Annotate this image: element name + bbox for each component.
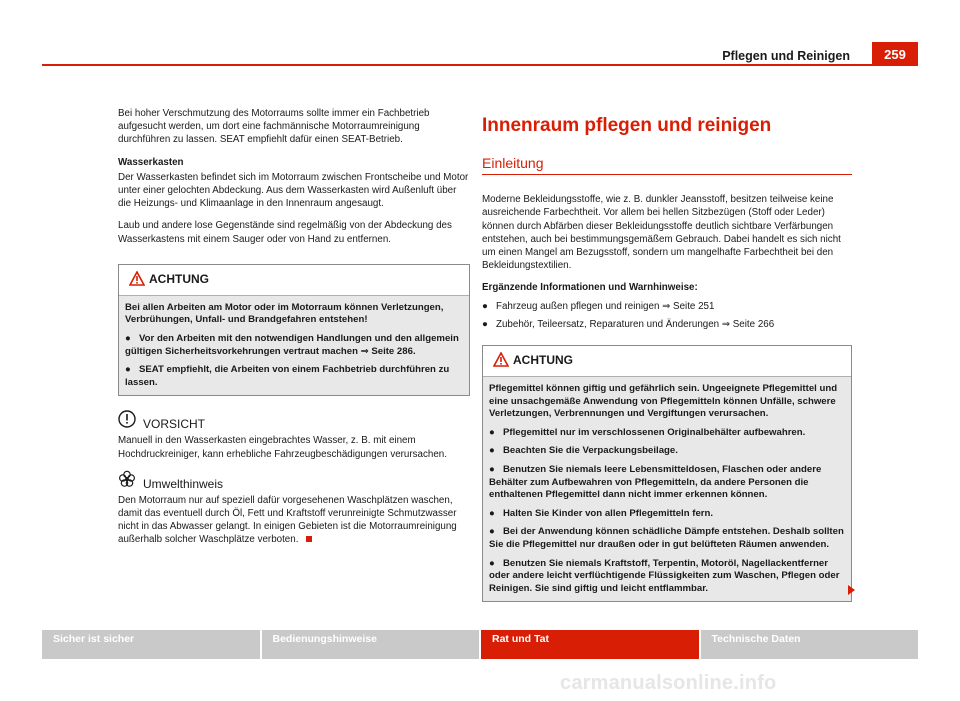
warning-body	[119, 296, 469, 396]
warning-bullet: ● Halten Sie Kinder von allen Pflegemitteln fern.	[489, 507, 714, 519]
link-item[interactable]: ● Zubehör, Teileersatz, Reparaturen und Änderungen ⇒ Seite 266	[482, 318, 775, 330]
caution-icon	[118, 410, 136, 432]
warning-intro: Bei allen Arbeiten am Motor oder im Motorraum können Verletzungen, Verbrühungen, Unfall- und Brandgefahren entstehen!	[125, 301, 444, 326]
caution-label: VORSICHT	[143, 417, 206, 432]
section-end-marker	[306, 536, 312, 542]
environment-header	[118, 470, 470, 494]
footer-nav	[42, 630, 918, 659]
warning-bullet: ● Benutzen Sie niemals leere Lebensmitteldosen, Flaschen oder andere Behälter zum Aufbewahren von Pflegemitteln, da andere Personen die enthaltenen Pflegemittel dann nicht immer erkennen können.	[489, 464, 822, 501]
warning-bullet: ● Pflegemittel nur im verschlossenen Originalbehälter aufbewahren.	[489, 426, 806, 438]
footer-tab-technische-daten[interactable]: Technische Daten	[701, 630, 919, 659]
warning-body	[483, 377, 851, 601]
warning-header	[483, 346, 851, 377]
left-column	[118, 107, 470, 556]
einleitung-paragraph: Moderne Bekleidungsstoffe, wie z. B. dunkler Jeansstoff, besitzen teilweise keine ausreichende Farbechtheit. Vor allem bei hellen Sitzbezügen (Stoff oder Leder) können durch Abfärben dieser Bekleidungsstoffe deutlich sichtbare Verfärbungen entstehen, auch bei bestimmungsgemäßem Gebrauch. Dabei handelt es sich nicht um einen Mangel am Bezugsstoff, sondern um mangelhafte Farbechtheit bei den Bekleidungstextilien.	[482, 194, 841, 272]
right-column	[482, 115, 852, 616]
warning-label: ACHTUNG	[149, 271, 209, 286]
footer-tab-rat-und-tat[interactable]: Rat und Tat	[481, 630, 699, 659]
caution-header	[118, 410, 470, 434]
warning-box	[118, 264, 470, 397]
warning-bullet: ● Benutzen Sie niemals Kraftstoff, Terpentin, Motoröl, Nagellackentferner oder andere leicht verflüchtigende Flüssigkeiten zum Waschen, Pflegen oder Reinigen. Sie sind giftig und leicht entflammbar.	[489, 557, 840, 594]
warning-bullet: ● Bei der Anwendung können schädliche Dämpfe entstehen. Deshalb sollten Sie die Pflegemittel nur draußen oder in gut belüfteten Räumen anwenden.	[489, 526, 844, 550]
warning-triangle-icon	[493, 352, 509, 371]
warning-label: ACHTUNG	[513, 353, 573, 368]
caution-text: Manuell in den Wasserkasten eingebrachtes Wasser, z. B. mit einem Hochdruckreiniger, kann erhebliche Fahrzeugbeschädigungen verursachen.	[118, 435, 447, 460]
wasserkasten-paragraph: Der Wasserkasten befindet sich im Motorraum zwischen Frontscheibe und Motor unter einer gelochten Abdeckung. Aus dem Wasserkasten wird Außenluft über die Heizungs- und Klimaanlage in den Innenraum angesaugt.	[118, 171, 469, 210]
warning-bullet: ● Beachten Sie die Verpackungsbeilage.	[489, 445, 678, 457]
warning-bullet: ● SEAT empfiehlt, die Arbeiten von einem Fachbetrieb durchführen zu lassen.	[125, 364, 450, 388]
warning-box	[482, 345, 852, 602]
warning-header	[119, 265, 469, 296]
header-rule	[42, 64, 918, 66]
environment-text: Den Motorraum nur auf speziell dafür vorgesehenen Waschplätzen waschen, damit das eventuell durch Öl, Fett und Kraftstoff verunreinigte Schmutzwasser nicht in das Abwasser gelangt. In einigen Gebieten ist die Motorraumreinigung außerhalb solcher Waschplätze verboten.	[118, 494, 457, 546]
wasserkasten-heading: Wasserkasten	[118, 156, 184, 168]
environment-flower-icon	[118, 470, 136, 492]
warning-bullet: ● Vor den Arbeiten mit den notwendigen Handlungen und den allgemein gültigen Sicherheitsvorkehrungen vertraut machen ⇒ Seite 286.	[125, 333, 459, 357]
environment-label: Umwelthinweis	[143, 476, 224, 491]
continue-arrow-icon	[848, 585, 855, 595]
supplementary-heading: Ergänzende Informationen und Warnhinweise:	[482, 282, 698, 294]
chapter-title: Innenraum pflegen und reinigen	[482, 115, 772, 136]
footer-tab-sicher[interactable]: Sicher ist sicher	[42, 630, 260, 659]
laub-paragraph: Laub und andere lose Gegenstände sind regelmäßig von der Abdeckung des Wasserkastens mit einem Sauger oder von Hand zu entfernen.	[118, 220, 452, 245]
warning-intro: Pflegemittel können giftig und gefährlich sein. Ungeeignete Pflegemittel und eine unsachgemäße Anwendung von Pflegemitteln können Unfälle, schwere Verletzungen, Verbrennungen und Vergiftungen verursachen.	[489, 383, 838, 420]
link-item[interactable]: ● Fahrzeug außen pflegen und reinigen ⇒ Seite 251	[482, 300, 715, 312]
page-number: 259	[872, 42, 918, 66]
page-title: Pflegen und Reinigen	[722, 49, 850, 63]
watermark: carmanualsonline.info	[560, 672, 777, 694]
intro-paragraph: Bei hoher Verschmutzung des Motorraums sollte immer ein Fachbetrieb aufgesucht werden, um dort eine fachmännische Motorraumreinigung durchführen zu lassen. SEAT empfiehlt dafür einen SEAT-Betrieb.	[118, 108, 430, 146]
warning-triangle-icon	[129, 271, 145, 290]
section-title: Einleitung	[482, 155, 544, 171]
section-rule	[482, 174, 852, 175]
footer-tab-bedienung[interactable]: Bedienungshinweise	[262, 630, 480, 659]
